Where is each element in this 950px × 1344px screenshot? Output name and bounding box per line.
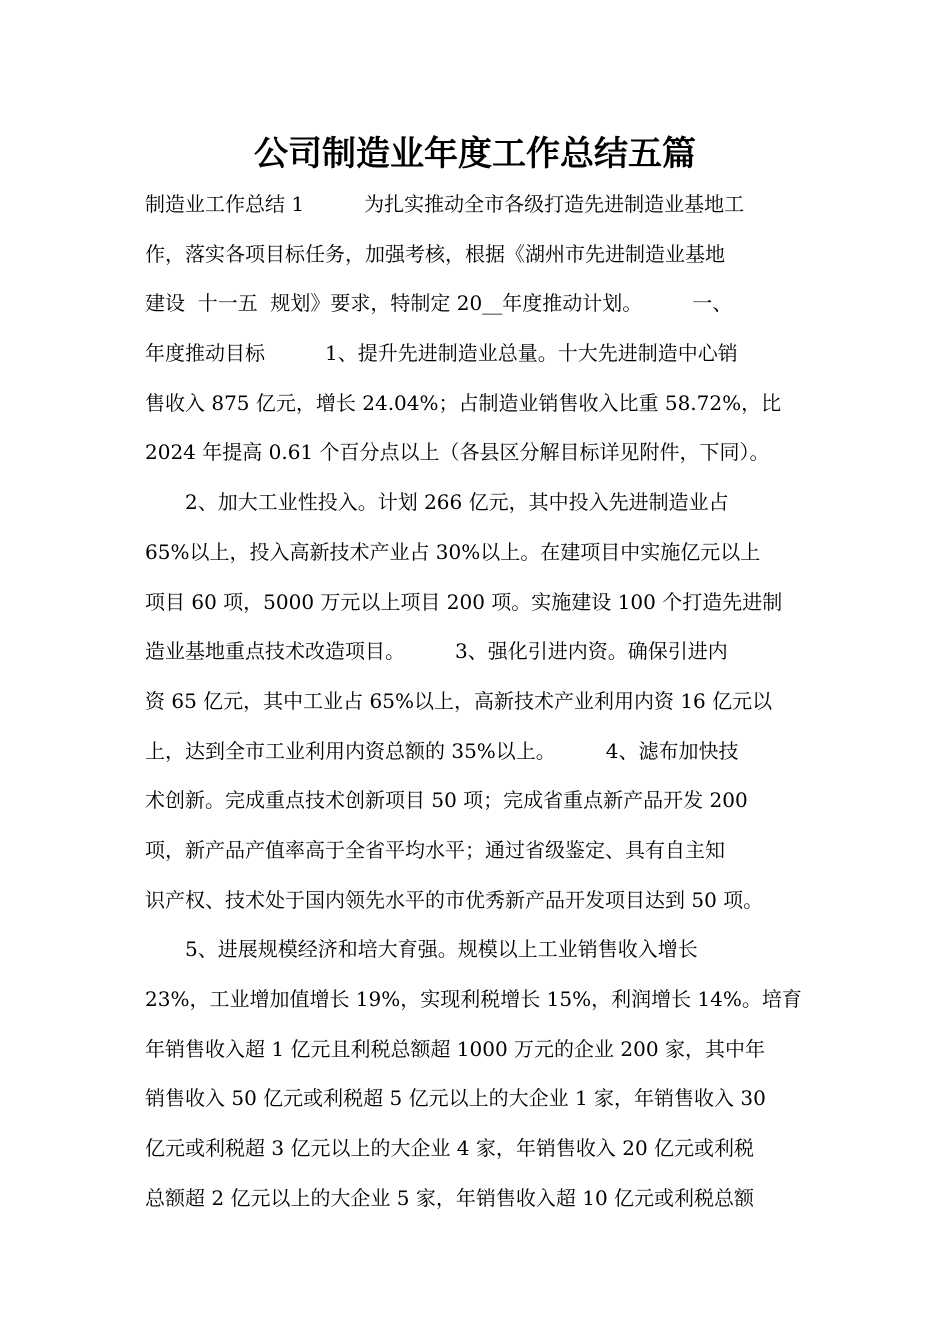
body-line: 23%，工业增加值增长 19%，实现利税增长 15%，利润增长 14%。培育 xyxy=(145,987,802,1011)
body-line: 造业基地重点技术改造项目。 3、强化引进内资。确保引进内 xyxy=(145,639,728,664)
body-line: 2、加大工业性投入。计划 266 亿元，其中投入先进制造业占 xyxy=(145,490,729,515)
body-line: 5、进展规模经济和培大育强。规模以上工业销售收入增长 xyxy=(145,937,698,962)
body-line: 65%以上，投入高新技术产业占 30%以上。在建项目中实施亿元以上 xyxy=(145,539,761,564)
body-line: 识产权、技术处于国内领先水平的市优秀新产品开发项目达到 50 项。 xyxy=(145,887,764,912)
body-line: 项目 60 项，5000 万元以上项目 200 项。实施建设 100 个打造先进制 xyxy=(145,589,783,614)
body-line: 年销售收入超 1 亿元且利税总额超 1000 万元的企业 200 家，其中年 xyxy=(145,1036,765,1061)
body-line: 建设 十一五 规划》要求，特制定 20__年度推动计划。 一、 xyxy=(145,291,733,316)
body-line: 术创新。完成重点技术创新项目 50 项；完成省重点新产品开发 200 xyxy=(145,788,748,813)
body-line: 项，新产品产值率高于全省平均水平；通过省级鉴定、具有自主知 xyxy=(145,837,725,862)
body-line: 售收入 875 亿元，增长 24.04%；占制造业销售收入比重 58.72%，比 xyxy=(145,390,782,415)
body-line: 亿元或利税超 3 亿元以上的大企业 4 家，年销售收入 20 亿元或利税 xyxy=(145,1136,755,1161)
body-line: 上，达到全市工业利用内资总额的 35%以上。 4、滤布加快技 xyxy=(145,738,739,763)
body-line: 总额超 2 亿元以上的大企业 5 家，年销售收入超 10 亿元或利税总额 xyxy=(145,1185,755,1210)
body-line: 销售收入 50 亿元或利税超 5 亿元以上的大企业 1 家，年销售收入 30 xyxy=(145,1086,766,1111)
body-line: 年度推动目标 1、提升先进制造业总量。十大先进制造中心销 xyxy=(145,341,738,366)
body-line: 2024 年提高 0.61 个百分点以上（各县区分解目标详见附件，下同）。 xyxy=(145,440,770,465)
body-line: 资 65 亿元，其中工业占 65%以上，高新技术产业利用内资 16 亿元以 xyxy=(145,688,773,713)
body-line: 制造业工作总结 1 为扎实推动全市各级打造先进制造业基地工 xyxy=(145,192,745,216)
body-line: 作，落实各项目标任务，加强考核，根据《湖州市先进制造业基地 xyxy=(145,241,725,266)
document-title: 公司制造业年度工作总结五篇 xyxy=(254,134,696,174)
document-body xyxy=(145,180,825,1223)
